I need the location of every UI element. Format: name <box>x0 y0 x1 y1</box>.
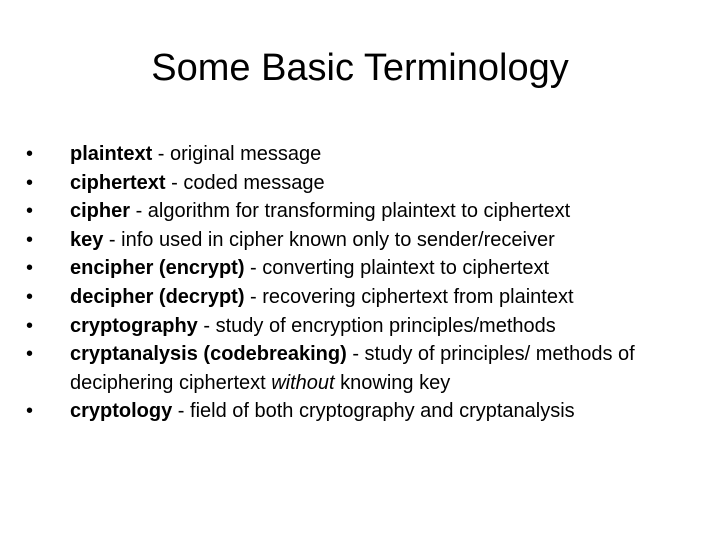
term-description-tail: knowing key <box>334 371 451 394</box>
term-label: ciphertext <box>70 171 166 194</box>
term-description: - converting plaintext to ciphertext <box>244 257 550 280</box>
term-description: - study of encryption principles/methods <box>197 314 556 337</box>
term-description: - recovering ciphertext from plaintext <box>244 285 574 308</box>
emphasis-text: without <box>271 371 335 394</box>
list-item <box>26 197 706 226</box>
list-item <box>26 397 706 426</box>
term-description: - original message <box>152 143 322 165</box>
list-item <box>26 226 706 255</box>
term-label: encipher (encrypt) <box>70 257 245 280</box>
term-label: key <box>70 228 104 251</box>
term-label: cipher <box>70 200 131 223</box>
list-item <box>26 254 706 283</box>
term-label: plaintext <box>70 143 153 165</box>
list-item <box>26 340 706 397</box>
bullet-icon: • <box>26 400 34 423</box>
bullet-icon: • <box>26 314 34 337</box>
terminology-list <box>26 140 706 426</box>
list-item <box>26 169 706 198</box>
list-item <box>26 140 706 169</box>
bullet-icon: • <box>26 343 34 366</box>
term-label: cryptanalysis (codebreaking) <box>70 343 347 366</box>
term-description: - coded message <box>165 171 325 194</box>
bullet-icon: • <box>26 228 34 251</box>
term-label: cryptology <box>70 400 173 423</box>
term-description: - study of principles/ methods of deciphering ciphertext <box>70 343 635 394</box>
bullet-icon: • <box>26 257 34 280</box>
slide-title: Some Basic Terminology <box>151 47 569 89</box>
term-description: - field of both cryptography and cryptanalysis <box>172 400 575 423</box>
list-item <box>26 283 706 312</box>
term-description: - algorithm for transforming plaintext to ciphertext <box>130 200 571 223</box>
term-label: decipher (decrypt) <box>70 285 245 308</box>
term-label: cryptography <box>70 314 198 337</box>
bullet-icon: • <box>26 285 34 308</box>
term-description: - info used in cipher known only to sender/receiver <box>103 228 555 251</box>
bullet-icon: • <box>26 200 34 223</box>
bullet-icon: • <box>26 143 34 165</box>
bullet-icon: • <box>26 171 34 194</box>
list-item <box>26 312 706 341</box>
